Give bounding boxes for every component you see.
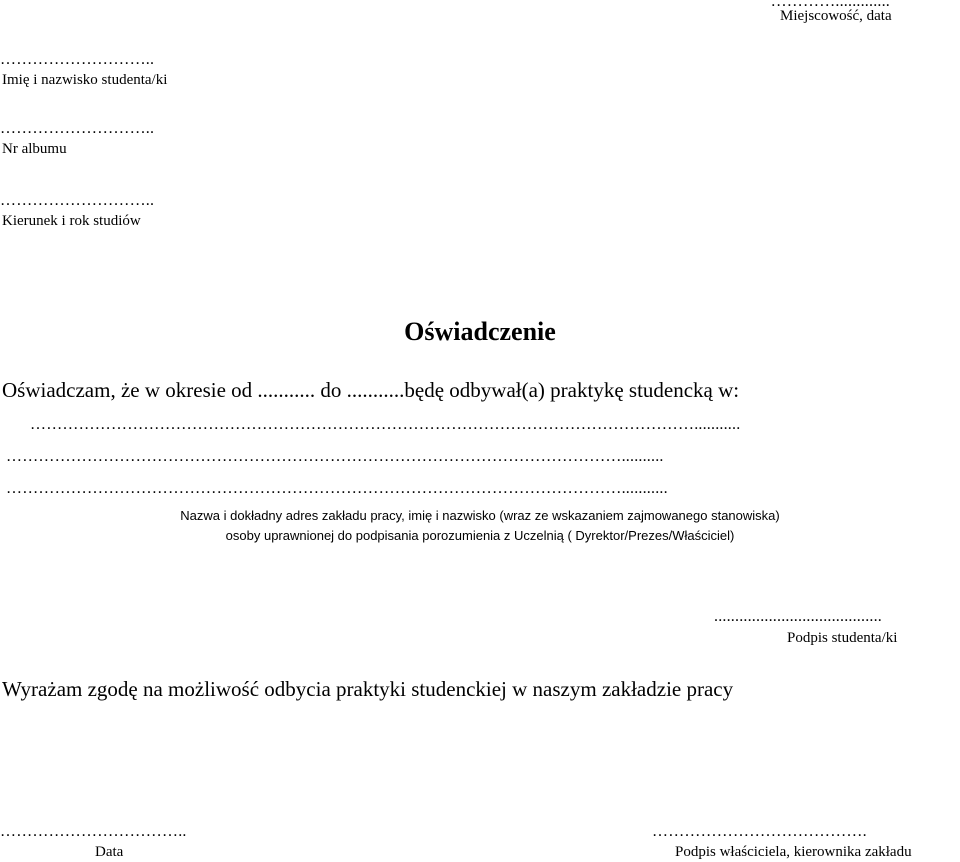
workplace-dotted-line-3: ……………………………………………………………………………………………………...........: [6, 481, 668, 497]
field-of-study-label: Kierunek i rok studiów: [2, 213, 141, 229]
place-date-dots: ………….............: [770, 0, 890, 10]
student-signature-label: Podpis studenta/ki: [787, 630, 898, 646]
student-signature-dots: ........................................: [714, 608, 882, 625]
workplace-dotted-line-2: ……………………………………………………………………………………………………..........: [6, 449, 664, 465]
student-name-dots: ………………………..: [0, 51, 155, 68]
album-number-dots: ………………………..: [0, 120, 155, 137]
field-of-study-dots: ………………………..: [0, 192, 155, 209]
date-label: Data: [95, 844, 124, 860]
document-title: Oświadczenie: [404, 317, 556, 346]
consent-statement: Wyrażam zgodę na możliwość odbycia praktyki studenckiej w naszym zakładzie pracy: [2, 677, 734, 701]
date-dots: ……………………………..: [0, 823, 187, 840]
declaration-sentence: Oświadczam, że w okresie od ........... do ...........będę odbywał(a) praktykę studencką w:: [2, 378, 740, 402]
owner-signature-dots: ………………………………….: [652, 823, 867, 840]
place-date-label: Miejscowość, data: [780, 8, 892, 24]
workplace-caption-line-1: Nazwa i dokładny adres zakładu pracy, imię i nazwisko (wraz ze wskazaniem zajmowanego stanowiska): [180, 508, 780, 523]
student-name-label: Imię i nazwisko studenta/ki: [2, 72, 168, 88]
workplace-caption-line-2: osoby uprawnionej do podpisania porozumienia z Uczelnią ( Dyrektor/Prezes/Właściciel): [225, 528, 735, 543]
owner-signature-label: Podpis właściciela, kierownika zakładu: [675, 844, 912, 860]
workplace-dotted-line-1: ……………………………………………………………………………………………………………...........: [30, 417, 741, 433]
album-number-label: Nr albumu: [2, 141, 67, 157]
